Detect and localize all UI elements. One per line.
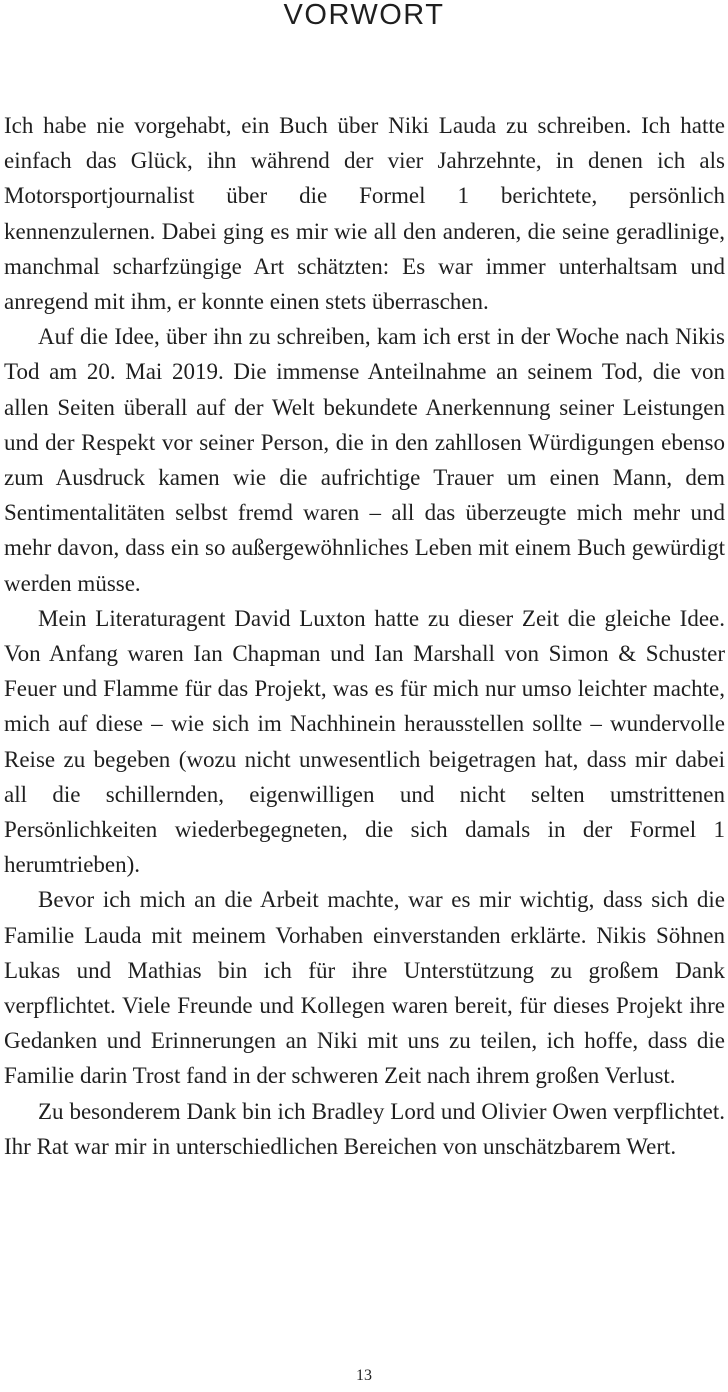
- page-number: 13: [356, 1367, 372, 1384]
- paragraph-3: Mein Literaturagent David Luxton hatte zu dieser Zeit die gleiche Idee. Von Anfang waren Ian Chapman und Ian Marshall von Simon & Schuster Feuer und Flamme für das Projekt, was es für mich nur umso leichter machte, mich auf diese – wie sich im Nachhinein herausstellen sollte – wundervolle Reise zu begeben (wozu nicht unwesentlich beigetragen hat, dass mir dabei all die schillernden, eigenwilligen und nicht selten umstrittenen Persönlichkeiten wiederbegegneten, die sich damals in der Formel 1 herumtrieben).: [4, 605, 725, 878]
- paragraph-5: Zu besonderem Dank bin ich Bradley Lord und Olivier Owen verpflichtet. Ihr Rat war mir in unterschiedlichen Bereichen von unschätzbarem Wert.: [4, 1098, 725, 1159]
- paragraph-2: Auf die Idee, über ihn zu schreiben, kam ich erst in der Woche nach Nikis Tod am 20. Mai 2019. Die immense Anteilnahme an seinem Tod, die von allen Seiten überall auf der Welt bekundete Anerkennung seiner Leistungen und der Respekt vor seiner Person, die in den zahllosen Würdigungen ebenso zum Ausdruck kamen wie die aufrichtige Trauer um einen Mann, dem Sentimentalitäten selbst fremd waren – all das überzeugte mich mehr und mehr davon, dass ein so außergewöhnliches Leben mit einem Buch gewürdigt werden müsse.: [4, 324, 725, 596]
- paragraph-4: Bevor ich mich an die Arbeit machte, war es mir wichtig, dass sich die Familie Lauda mit meinem Vorhaben einverstanden erklärte. Nikis Söhnen Lukas und Mathias bin ich für ihre Unterstützung zu großem Dank verpflichtet. Viele Freunde und Kollegen waren bereit, für dieses Projekt ihre Gedanken und Erinnerungen an Niki mit uns zu teilen, ich hoffe, dass die Familie darin Trost fand in der schweren Zeit nach ihrem großen Verlust.: [4, 887, 725, 1089]
- page-title: VORWORT: [283, 0, 445, 31]
- foreword-body: [4, 108, 725, 1164]
- paragraph-1: Ich habe nie vorgehabt, ein Buch über Niki Lauda zu schreiben. Ich hatte einfach das Glück, ihn während der vier Jahrzehnte, in denen ich als Motorsportjournalist über die Formel 1 berichtete, persönlich kennenzulernen. Dabei ging es mir wie all den anderen, die seine geradlinige, manchmal scharfzüngige Art schätzten: Es war immer unterhaltsam und anregend mit ihm, er konnte einen stets überraschen.: [4, 113, 725, 315]
